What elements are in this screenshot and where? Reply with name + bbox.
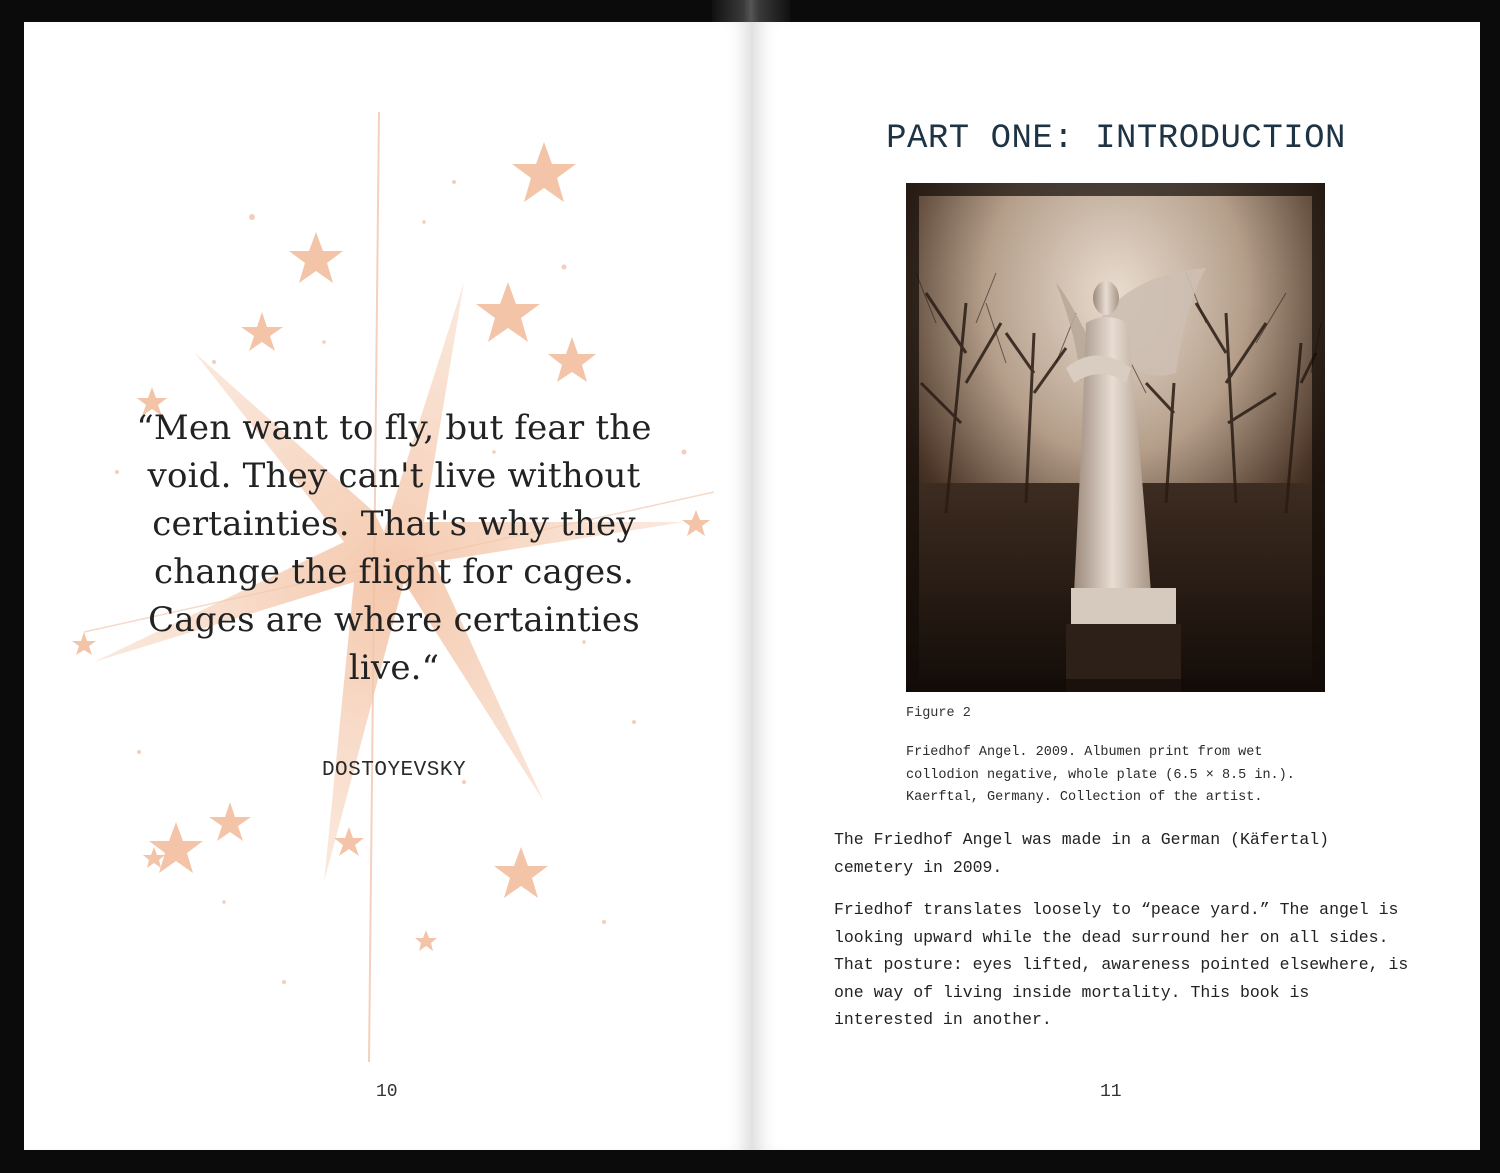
figure-label: Figure 2 (906, 706, 971, 721)
page-number: 10 (376, 1082, 398, 1102)
chapter-title: PART ONE: INTRODUCTION (886, 120, 1346, 158)
figure-caption: Friedhof Angel. 2009. Albumen print from wet collodion negative, whole plate (6.5 × 8.5 in.). Kaerftal, Germany. Collection of the artist. (906, 745, 1295, 805)
page-number: 11 (1100, 1082, 1122, 1102)
epigraph-quote: “Men want to fly, but fear the void. They can't live without certainties. That's why they change the flight for cages. Cages are where certainties live.“ (136, 408, 652, 688)
quote-author: DOSTOYEVSKY (321, 759, 467, 782)
right-page (752, 22, 1480, 1150)
body-paragraph: The Friedhof Angel was made in a German (Käfertal) cemetery in 2009. (834, 830, 1330, 877)
angel-photograph (906, 183, 1325, 692)
left-page (24, 22, 752, 1150)
body-paragraph: Friedhof translates loosely to “peace yard.” The angel is looking upward while the dead surround her on all sides. That posture: eyes lifted, awareness pointed elsewhere, is one way of living inside mortality. This book is interested in another. (834, 900, 1409, 1029)
book-spine (712, 0, 790, 22)
